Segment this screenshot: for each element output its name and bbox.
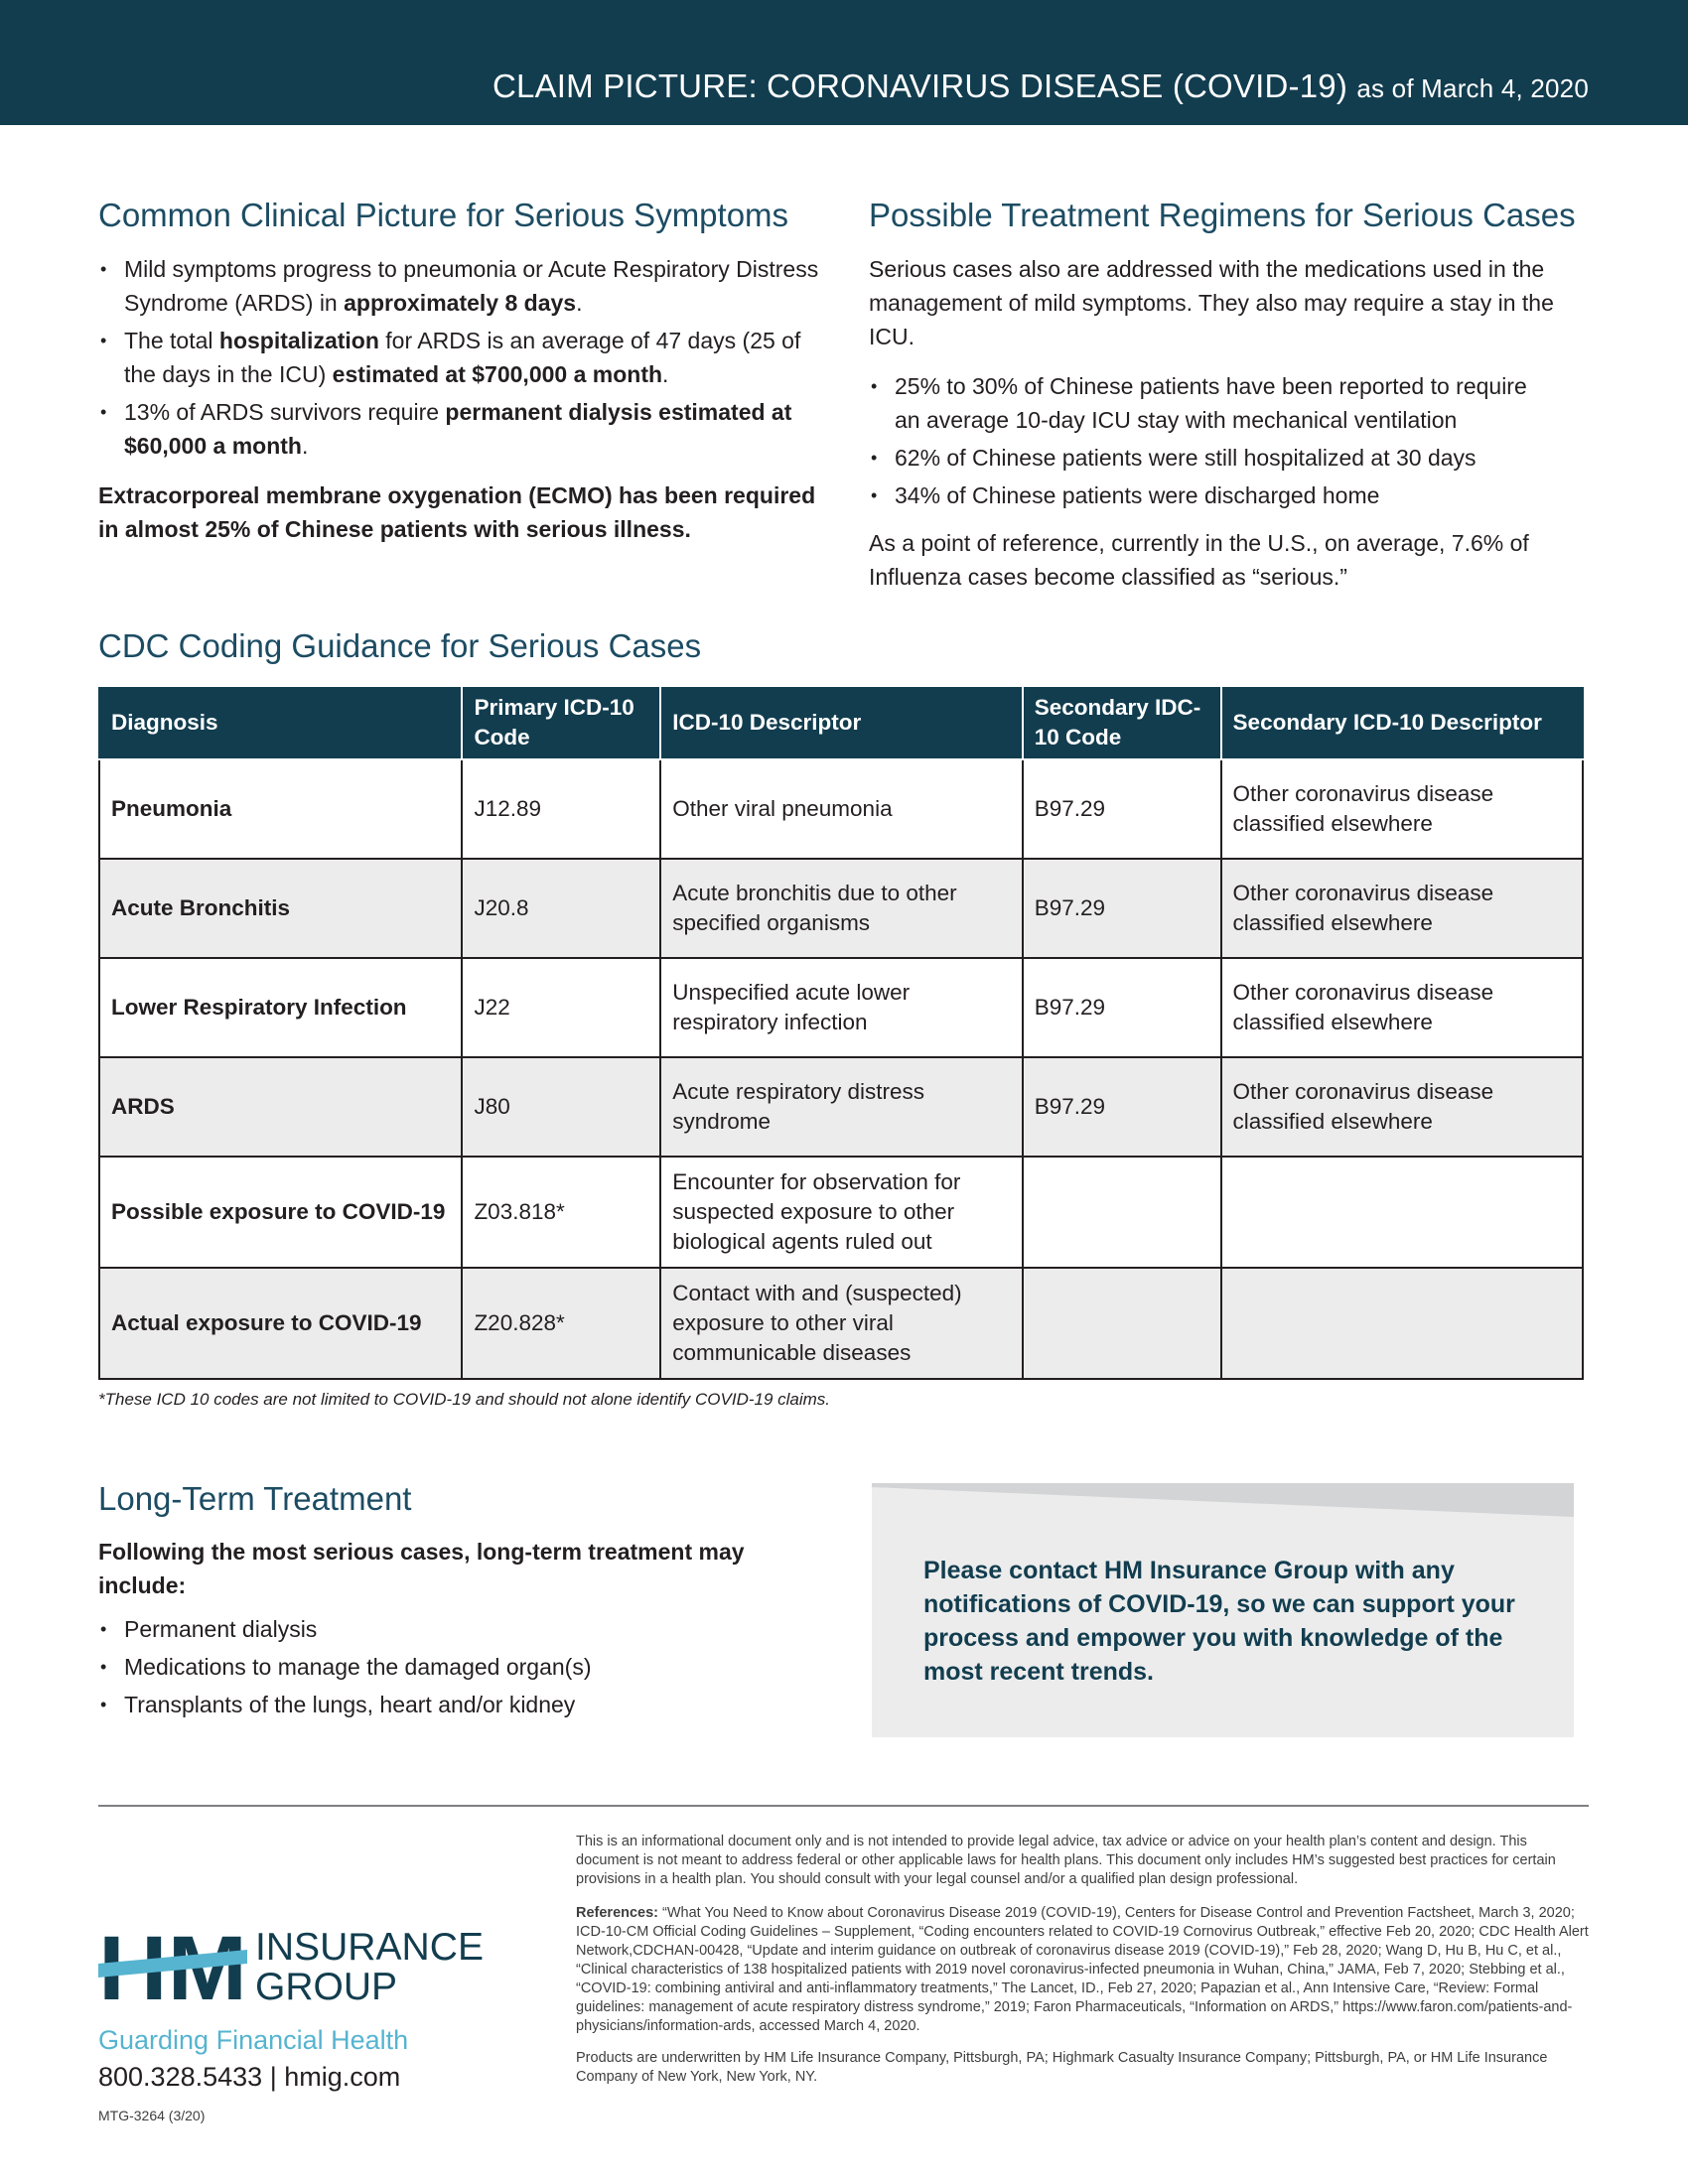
code-cell: Z20.828* (462, 1268, 660, 1379)
list-item: • Medications to manage the damaged organ(s) (98, 1650, 754, 1684)
treatment-heading: Possible Treatment Regimens for Serious Cases (869, 197, 1576, 233)
hm-insurance-group-logo (98, 1924, 495, 2003)
diagnosis-cell: Lower Respiratory Infection (99, 958, 462, 1057)
code-cell: Z03.818* (462, 1157, 660, 1268)
code-cell (1023, 1157, 1221, 1268)
longterm-intro: Following the most serious cases, long-term treatment may include: (98, 1539, 745, 1598)
column-header: Diagnosis (99, 687, 462, 759)
table-row (99, 1268, 1583, 1379)
footer-divider (98, 1805, 1589, 1807)
disclaimer: This is an informational document only and is not intended to provide legal advice, tax advice or advice on your health plan’s content and design. This document is not meant to address federal or other applicable laws for health plans. This document only includes HM’s suggested best practices for certain provisions in a health plan. You should consult with your legal counsel and/or a qualified plan design professional. (576, 1834, 1556, 1887)
phone-number: 800.328.5433 (98, 2062, 263, 2092)
list-item: • 62% of Chinese patients were still hospitalized at 30 days (869, 441, 1554, 475)
code-cell: J80 (462, 1057, 660, 1157)
diagnosis-cell: Pneumonia (99, 759, 462, 859)
underwriting-note: Products are underwritten by HM Life Insurance Company, Pittsburgh, PA; Highmark Casualty Insurance Company; Pittsburgh, PA, or HM Life Insurance Company of New York, New York, NY. (576, 2050, 1548, 2085)
page-title (492, 68, 1589, 105)
diagnosis-cell: Actual exposure to COVID-19 (99, 1268, 462, 1379)
descriptor-cell: Other coronavirus disease classified elsewhere (1221, 859, 1583, 958)
treatment-section (869, 252, 1554, 594)
contact-callout-text: Please contact HM Insurance Group with any notifications of COVID-19, so we can support your process and empower you with knowledge of the most recent trends. (923, 1557, 1515, 1686)
references-label: References: (576, 1905, 659, 1921)
contact-line (98, 2062, 400, 2093)
descriptor-cell: Other coronavirus disease classified elsewhere (1221, 958, 1583, 1057)
table-row (99, 1157, 1583, 1268)
column-header: Primary ICD-10 Code (462, 687, 660, 759)
form-number: MTG-3264 (3/20) (98, 2108, 206, 2123)
descriptor-cell (1221, 1157, 1583, 1268)
tagline: Guarding Financial Health (98, 2025, 409, 2055)
list-item: • 25% to 30% of Chinese patients have been reported to require an average 10-day ICU stay with mechanical ventilation (869, 369, 1554, 437)
code-cell: J20.8 (462, 859, 660, 958)
diagnosis-cell: Possible exposure to COVID-19 (99, 1157, 462, 1268)
descriptor-cell: Unspecified acute lower respiratory infection (660, 958, 1022, 1057)
clinical-heading: Common Clinical Picture for Serious Symptoms (98, 197, 789, 233)
list-item: • Transplants of the lungs, heart and/or kidney (98, 1688, 754, 1721)
website-link[interactable]: hmig.com (284, 2062, 401, 2092)
references-text: “What You Need to Know about Coronavirus Disease 2019 (COVID-19), Centers for Disease Control and Prevention Factsheet, March 3, 2020; ICD-10-CM Official Coding Guidelines – Supplement, “Coding encounters related to COVID-19 Cornovirus Outbreak,” effective Feb 20, 2020; CDC Health Alert Network,CDCHAN-00428, “Update and interim guidance on outbreak of coronavirus disease 2019 (COVID-19),” Feb 28, 2020; Wang D, Hu B, Hu C, et al., “Clinical characteristics of 138 hospitalized patients with 2019 novel coronavirus-infected pneumonia in Wuhan, China,” JAMA, Feb 7, 2020; Stebbing et al., “COVID-19: combining antiviral and anti-inflammatory treatments,” The Lancet, ID., Feb 27, 2020; Papazian et al., Ann Intensive Care, “Review: Formal guidelines: management of acute respiratory distress syndrome,” 2019; Faron Pharmaceuticals, “Information on ARDS,” https://www.faron.com/patients-and-physicians/information-ards, accessed March 4, 2020. (576, 1905, 1589, 2034)
code-cell: B97.29 (1023, 859, 1221, 958)
descriptor-cell: Encounter for observation for suspected exposure to other biological agents ruled out (660, 1157, 1022, 1268)
code-cell: B97.29 (1023, 1057, 1221, 1157)
header-banner (0, 0, 1688, 125)
descriptor-cell: Other coronavirus disease classified elsewhere (1221, 1057, 1583, 1157)
descriptor-cell: Other coronavirus disease classified elsewhere (1221, 759, 1583, 859)
table-row (99, 859, 1583, 958)
descriptor-cell: Acute respiratory distress syndrome (660, 1057, 1022, 1157)
longterm-heading: Long-Term Treatment (98, 1480, 412, 1517)
ecmo-note: Extracorporeal membrane oxygenation (ECMO) has been required in almost 25% of Chinese patients with serious illness. (98, 482, 816, 542)
diagnosis-cell: ARDS (99, 1057, 462, 1157)
diagnosis-cell: Acute Bronchitis (99, 859, 462, 958)
list-item: • 34% of Chinese patients were discharged home (869, 478, 1554, 512)
descriptor-cell: Other viral pneumonia (660, 759, 1022, 859)
table-row (99, 958, 1583, 1057)
list-item: • Permanent dialysis (98, 1612, 754, 1646)
title-text: CLAIM PICTURE: CORONAVIRUS DISEASE (COVID-19) (492, 68, 1348, 104)
descriptor-cell: Contact with and (suspected) exposure to other viral communicable diseases (660, 1268, 1022, 1379)
list-item: • 13% of ARDS survivors require permanent dialysis estimated at $60,000 a month. (98, 395, 823, 463)
longterm-section (98, 1535, 754, 1725)
references (576, 1904, 1589, 2036)
table-header-row (99, 687, 1583, 759)
table-footnote: *These ICD 10 codes are not limited to COVID-19 and should not alone identify COVID-19 claims. (98, 1390, 831, 1409)
treatment-bullets (869, 369, 1554, 512)
coding-table (98, 687, 1584, 1380)
code-cell: B97.29 (1023, 958, 1221, 1057)
clinical-bullets (98, 252, 823, 463)
column-header: Secondary IDC-10 Code (1023, 687, 1221, 759)
clinical-section (98, 252, 823, 546)
longterm-bullets (98, 1612, 754, 1721)
list-item: • The total hospitalization for ARDS is an average of 47 days (25 of the days in the ICU) estimated at $700,000 a month. (98, 324, 823, 391)
list-item: • Mild symptoms progress to pneumonia or Acute Respiratory Distress Syndrome (ARDS) in approximately 8 days. (98, 252, 823, 320)
table-row (99, 759, 1583, 859)
table-row (99, 1057, 1583, 1157)
descriptor-cell: Acute bronchitis due to other specified organisms (660, 859, 1022, 958)
code-cell: J12.89 (462, 759, 660, 859)
influenza-reference: As a point of reference, currently in the U.S., on average, 7.6% of Influenza cases become classified as “serious.” (869, 530, 1529, 590)
descriptor-cell (1221, 1268, 1583, 1379)
column-header: Secondary ICD-10 Descriptor (1221, 687, 1583, 759)
code-cell: J22 (462, 958, 660, 1057)
treatment-intro: Serious cases also are addressed with the medications used in the management of mild symptoms. They also may require a stay in the ICU. (869, 256, 1554, 349)
code-cell: B97.29 (1023, 759, 1221, 859)
as-of-date: as of March 4, 2020 (1356, 73, 1589, 103)
code-cell (1023, 1268, 1221, 1379)
coding-heading: CDC Coding Guidance for Serious Cases (98, 627, 702, 664)
column-header: ICD-10 Descriptor (660, 687, 1022, 759)
logo-word-insurance: INSURANCE (255, 1926, 484, 1969)
logo-word-group: GROUP (255, 1966, 398, 2003)
separator: | (269, 2062, 277, 2092)
